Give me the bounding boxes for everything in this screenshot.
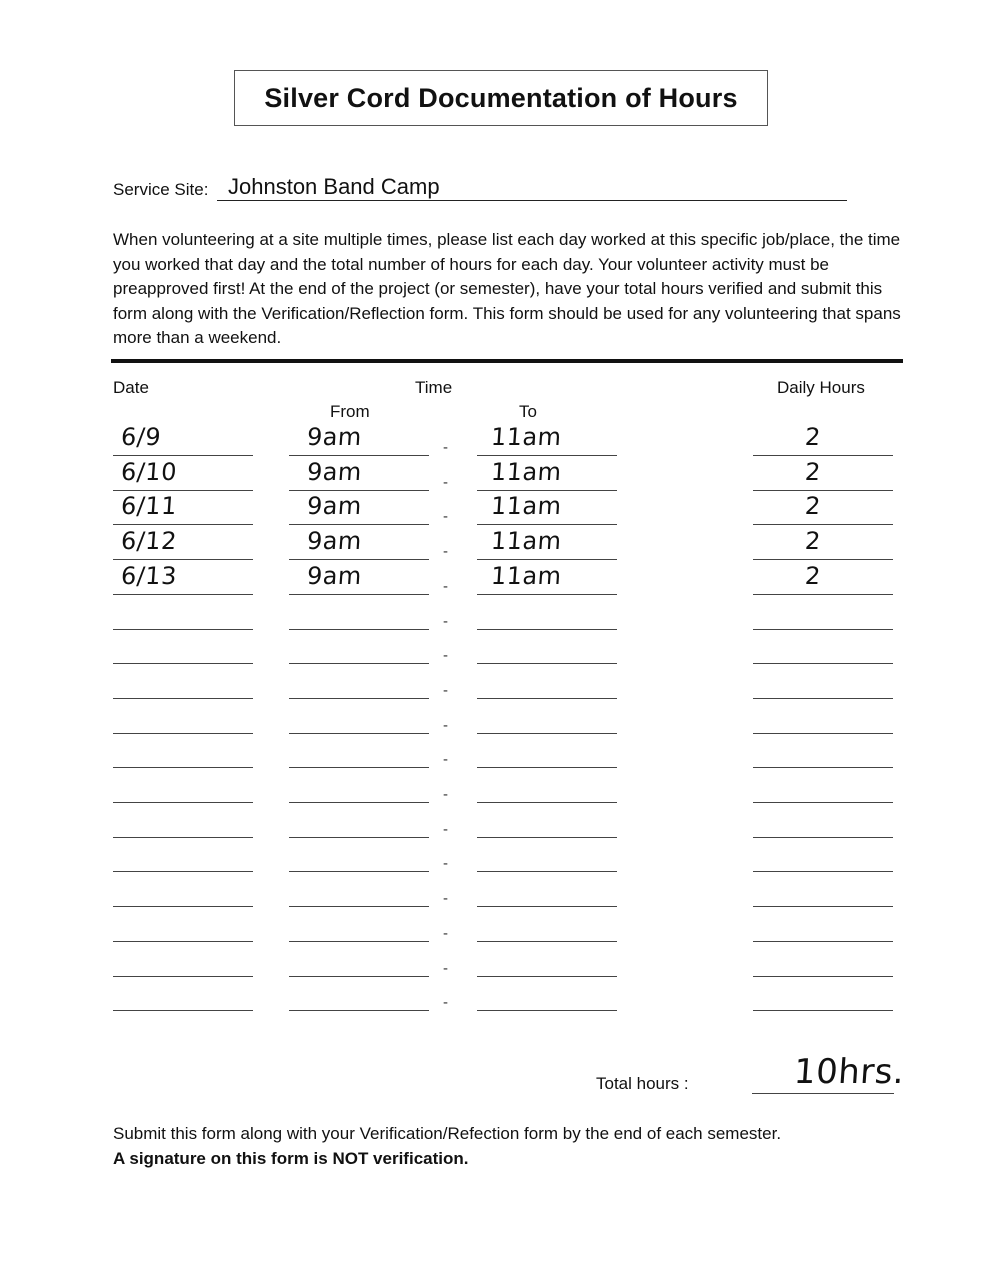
footer-warning: A signature on this form is NOT verification. [113, 1149, 469, 1168]
to-field-line [477, 976, 617, 977]
date-field-line [113, 976, 253, 977]
section-divider [111, 359, 903, 363]
header-daily-hours: Daily Hours [777, 378, 865, 397]
hours-field-line [753, 871, 893, 872]
range-dash: - [443, 960, 448, 977]
hours-field-line [753, 976, 893, 977]
range-dash: - [443, 578, 448, 595]
from-field-line [289, 455, 429, 456]
date-field-line [113, 906, 253, 907]
date-field-line [113, 698, 253, 699]
from-field-line [289, 733, 429, 734]
hours-field-line [753, 490, 893, 491]
hours-value[interactable]: 2 [804, 527, 822, 555]
service-site-line [217, 200, 847, 201]
from-field-line [289, 698, 429, 699]
hours-field-line [753, 1010, 893, 1011]
date-field-line [113, 837, 253, 838]
date-field-line [113, 733, 253, 734]
range-dash: - [443, 855, 448, 872]
hours-field-line [753, 559, 893, 560]
to-field-line [477, 455, 617, 456]
to-value[interactable]: 11am [490, 492, 563, 520]
to-field-line [477, 906, 617, 907]
hours-field-line [753, 524, 893, 525]
from-field-line [289, 837, 429, 838]
hours-field-line [753, 767, 893, 768]
from-field-line [289, 594, 429, 595]
from-field-line [289, 524, 429, 525]
date-field-line [113, 455, 253, 456]
range-dash: - [443, 751, 448, 768]
total-hours-line [752, 1093, 894, 1094]
from-field-line [289, 976, 429, 977]
hours-value[interactable]: 2 [804, 562, 822, 590]
range-dash: - [443, 994, 448, 1011]
range-dash: - [443, 543, 448, 560]
service-site-value[interactable]: Johnston Band Camp [228, 174, 440, 199]
date-field-line [113, 490, 253, 491]
hours-field-line [753, 594, 893, 595]
header-to: To [519, 402, 537, 421]
range-dash: - [443, 613, 448, 630]
range-dash: - [443, 474, 448, 491]
service-site-label: Service Site: [113, 180, 209, 199]
date-field-line [113, 524, 253, 525]
hours-field-line [753, 629, 893, 630]
range-dash: - [443, 508, 448, 525]
date-field-line [113, 767, 253, 768]
from-field-line [289, 941, 429, 942]
hours-field-line [753, 733, 893, 734]
to-value[interactable]: 11am [490, 527, 563, 555]
to-field-line [477, 490, 617, 491]
to-field-line [477, 559, 617, 560]
hours-field-line [753, 837, 893, 838]
date-field-line [113, 559, 253, 560]
date-field-line [113, 871, 253, 872]
to-field-line [477, 1010, 617, 1011]
to-field-line [477, 524, 617, 525]
to-field-line [477, 802, 617, 803]
from-field-line [289, 1010, 429, 1011]
date-value[interactable]: 6/13 [120, 562, 178, 590]
range-dash: - [443, 682, 448, 699]
from-field-line [289, 802, 429, 803]
date-value[interactable]: 6/12 [120, 527, 178, 555]
from-field-line [289, 559, 429, 560]
from-field-line [289, 767, 429, 768]
range-dash: - [443, 821, 448, 838]
from-value[interactable]: 9am [306, 527, 363, 555]
footer-instruction: Submit this form along with your Verification/Refection form by the end of each semester. [113, 1124, 782, 1143]
to-field-line [477, 698, 617, 699]
date-field-line [113, 663, 253, 664]
total-hours-label: Total hours : [596, 1074, 689, 1093]
hours-field-line [753, 663, 893, 664]
header-time: Time [415, 378, 453, 397]
hours-field-line [753, 906, 893, 907]
to-field-line [477, 837, 617, 838]
header-date: Date [113, 378, 149, 397]
range-dash: - [443, 647, 448, 664]
total-hours-value[interactable]: 10hrs. [792, 1052, 906, 1092]
date-value[interactable]: 6/10 [120, 458, 178, 486]
date-field-line [113, 594, 253, 595]
range-dash: - [443, 717, 448, 734]
date-field-line [113, 629, 253, 630]
date-field-line [113, 941, 253, 942]
from-field-line [289, 906, 429, 907]
instructions-paragraph: When volunteering at a site multiple times, please list each day worked at this specific job/place, the time you worked that day and the total number of hours for each day. Your volunteer activity must be preapproved first! At the end of the project (or semester), have your total hours verified and submit this form along with the Verification/Reflection form. This form should be used for any volunteering that spans more than a weekend. [113, 230, 901, 347]
title-box [234, 70, 768, 126]
to-field-line [477, 663, 617, 664]
to-field-line [477, 629, 617, 630]
to-value[interactable]: 11am [490, 458, 563, 486]
to-value[interactable]: 11am [490, 562, 563, 590]
to-field-line [477, 871, 617, 872]
date-field-line [113, 802, 253, 803]
from-field-line [289, 871, 429, 872]
hours-field-line [753, 802, 893, 803]
range-dash: - [443, 786, 448, 803]
hours-value[interactable]: 2 [804, 458, 822, 486]
date-field-line [113, 1010, 253, 1011]
to-field-line [477, 767, 617, 768]
date-value[interactable]: 6/9 [120, 423, 163, 451]
date-value[interactable]: 6/11 [120, 492, 178, 520]
hours-value[interactable]: 2 [804, 492, 822, 520]
from-value[interactable]: 9am [306, 492, 363, 520]
range-dash: - [443, 439, 448, 456]
header-from: From [330, 402, 370, 421]
range-dash: - [443, 925, 448, 942]
from-value[interactable]: 9am [306, 562, 363, 590]
from-field-line [289, 629, 429, 630]
hours-field-line [753, 698, 893, 699]
hours-field-line [753, 455, 893, 456]
hours-value[interactable]: 2 [804, 423, 822, 451]
to-field-line [477, 733, 617, 734]
from-field-line [289, 663, 429, 664]
from-value[interactable]: 9am [306, 458, 363, 486]
from-field-line [289, 490, 429, 491]
hours-field-line [753, 941, 893, 942]
document-title: Silver Cord Documentation of Hours [264, 82, 738, 113]
from-value[interactable]: 9am [306, 423, 363, 451]
to-field-line [477, 941, 617, 942]
to-value[interactable]: 11am [490, 423, 563, 451]
range-dash: - [443, 890, 448, 907]
to-field-line [477, 594, 617, 595]
